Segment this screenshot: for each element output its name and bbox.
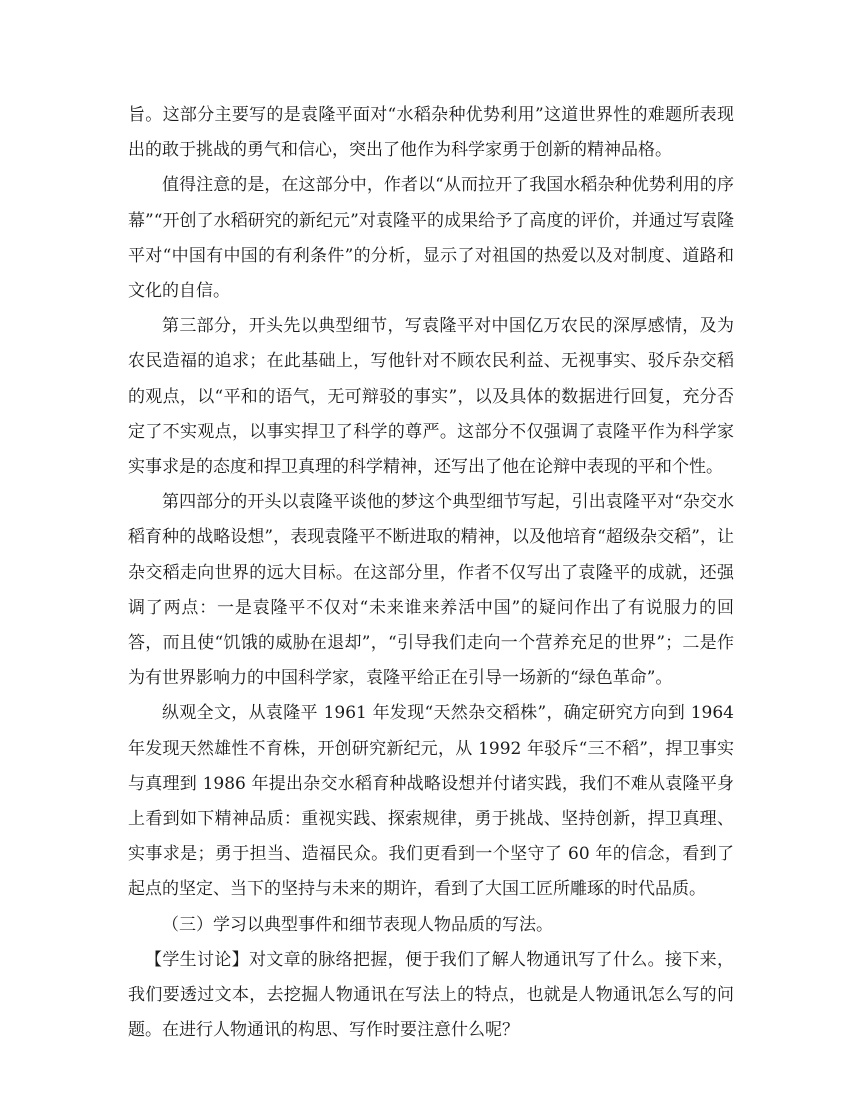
paragraph-continuation: 旨。这部分主要写的是袁隆平面对“水稻杂种优势利用”这道世界性的难题所表现出的敢于挑战的勇气和信心，突出了他作为科学家勇于创新的精神品格。 xyxy=(128,105,734,161)
paragraph-evaluation: 值得注意的是，在这部分中，作者以“从而拉开了我国水稻杂种优势利用的序幕”“开创了水稻研究的新纪元”对袁隆平的成果给予了高度的评价，并通过写袁隆平对“中国有中国的有利条件”的分析，显示了对祖国的热爱以及对制度、道路和文化的自信。 xyxy=(128,175,734,302)
paragraph-summary: 纵观全文，从袁隆平 1961 年发现“天然杂交稻株”，确定研究方向到 1964 年发现天然雄性不育株，开创研究新纪元，从 1992 年驳斥“三不稻”，捍卫事实与真理到 1986 年提出杂交水稻育种战略设想并付诸实践，我们不难从袁隆平身上看到如下精神品质：重视实践、探索规律，勇于挑战、坚持创新，捍卫真理、实事求是；勇于担当、造福民众。我们更看到一个坚守了 60 年的信念，看到了起点的坚定、当下的坚持与未来的期许，看到了大国工匠所雕琢的时代品质。 xyxy=(128,703,734,900)
document-body xyxy=(128,98,734,1048)
paragraph-part-three: 第三部分，开头先以典型细节，写袁隆平对中国亿万农民的深厚感情，及为农民造福的追求；在此基础上，写他针对不顾农民利益、无视事实、驳斥杂交稻的观点，以“平和的语气，无可辩驳的事实”，以及具体的数据进行回复，充分否定了不实观点，以事实捍卫了科学的尊严。这部分不仅强调了袁隆平作为科学家实事求是的态度和捍卫真理的科学精神，还写出了他在论辩中表现的平和个性。 xyxy=(128,316,734,478)
paragraph-student-discussion: 【学生讨论】对文章的脉络把握，便于我们了解人物通讯写了什么。接下来，我们要透过文本，去挖掘人物通讯在写法上的特点，也就是人物通讯怎么写的问题。在进行人物通讯的构思、写作时要注意什么呢？ xyxy=(128,949,734,1041)
paragraph-part-four: 第四部分的开头以袁隆平谈他的梦这个典型细节写起，引出袁隆平对“杂交水稻育种的战略设想”，表现袁隆平不断进取的精神，以及他培育“超级杂交稻”，让杂交稻走向世界的远大目标。在这部分里，作者不仅写出了袁隆平的成就，还强调了两点：一是袁隆平不仅对“未来谁来养活中国”的疑问作出了有说服力的回答，而且使“饥饿的威胁在退却”，“引导我们走向一个营养充足的世界”；二是作为有世界影响力的中国科学家，袁隆平给正在引导一场新的“绿色革命”。 xyxy=(128,492,734,689)
section-heading: （三）学习以典型事件和细节表现人物品质的写法。 xyxy=(162,914,553,935)
